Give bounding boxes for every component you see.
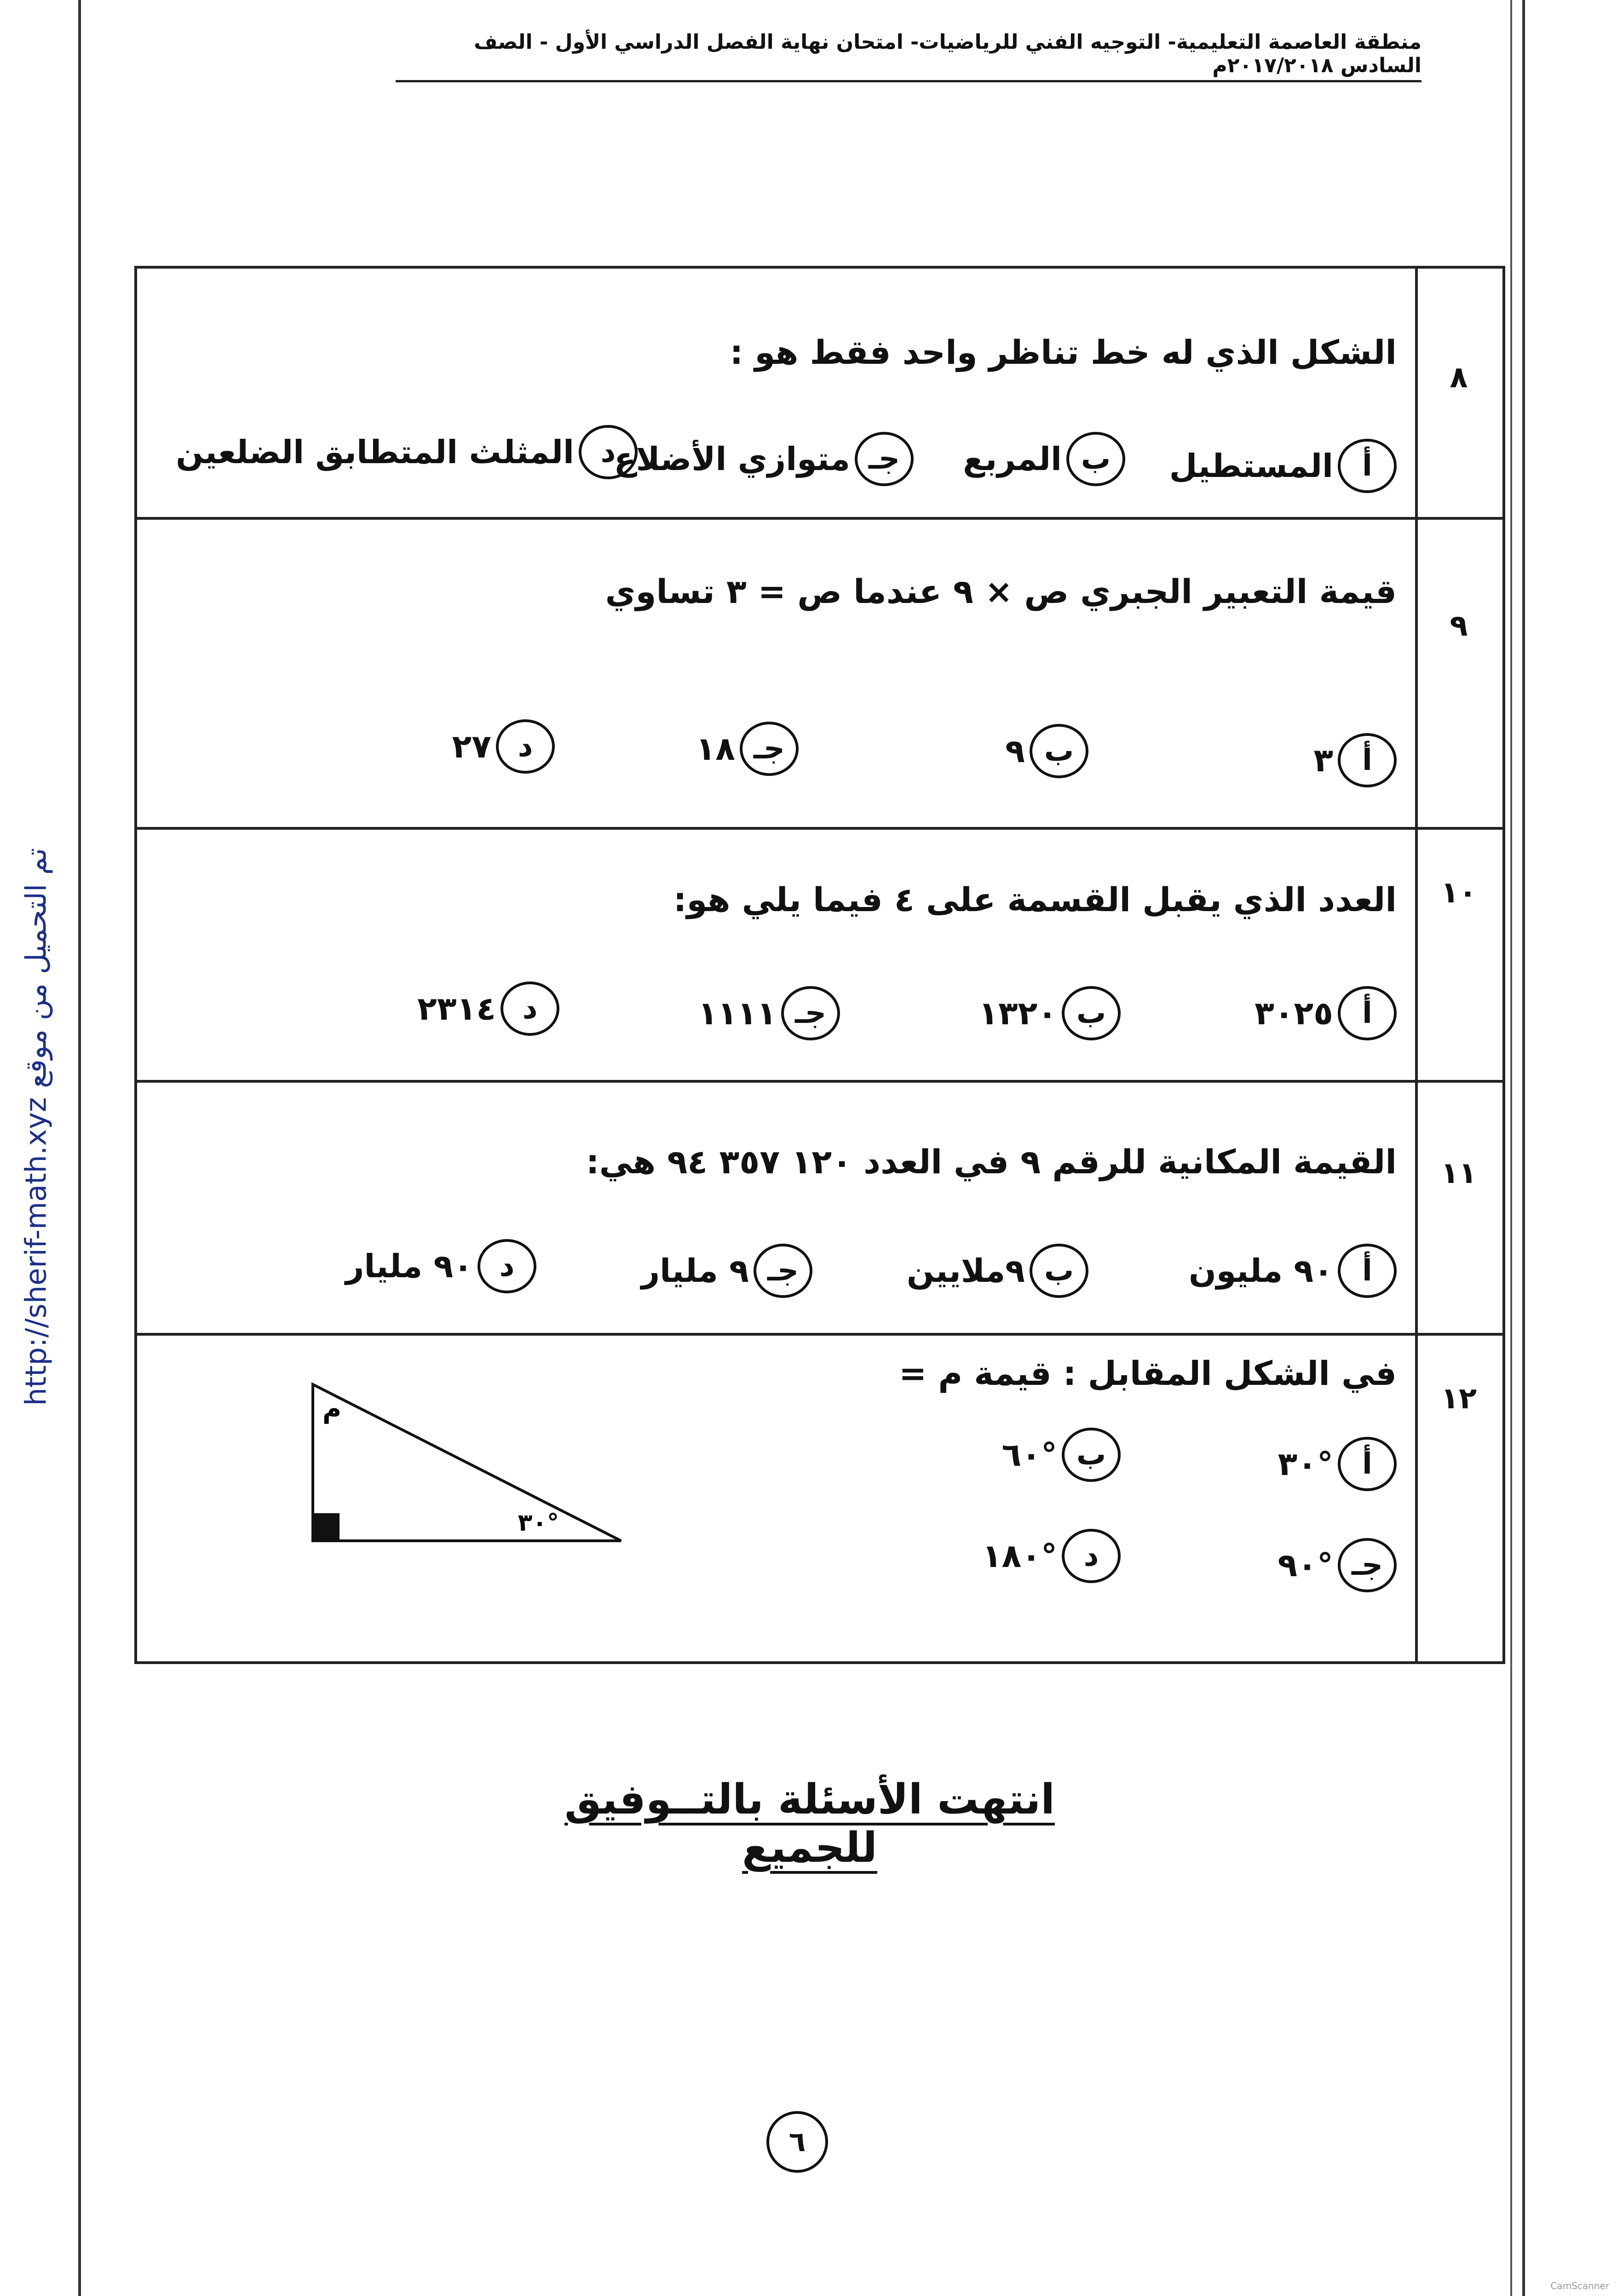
question-number: ١٠ <box>1440 876 1477 910</box>
triangle-shape <box>313 1384 621 1541</box>
right-triangle-figure <box>170 1329 630 1559</box>
download-source-text: تم التحميل من موقع http://sherif-math.xyz <box>19 848 53 1406</box>
option-letter: د <box>579 425 638 479</box>
option-d[interactable] <box>176 425 638 479</box>
option-text: ٩ملايين <box>906 1252 1025 1290</box>
option-letter: د <box>1062 1529 1121 1583</box>
option-a[interactable] <box>1169 439 1397 493</box>
question-number-column <box>1415 269 1502 1661</box>
triangle-svg <box>170 1329 630 1559</box>
option-letter: ب <box>1066 432 1125 486</box>
option-letter: ب <box>1062 1428 1121 1482</box>
question-text: العدد الذي يقبل القسمة على ٤ فيما يلي هو: <box>673 880 1397 919</box>
option-text: ٢٧ <box>452 728 491 765</box>
option-letter: ب <box>1030 1244 1088 1298</box>
option-text: ٣٠٢٥ <box>1255 994 1333 1032</box>
option-letter: أ <box>1338 1437 1397 1491</box>
download-source-sidebar <box>4 814 68 1440</box>
option-a[interactable] <box>1189 1244 1397 1298</box>
option-text: °١٨٠ <box>982 1537 1057 1575</box>
option-text: ٩٠ مليون <box>1189 1252 1333 1290</box>
option-b[interactable] <box>907 1244 1088 1298</box>
option-text: ١٨ <box>696 730 735 768</box>
row-divider <box>137 827 1502 830</box>
closing-message: انتهت الأسئلة بالتــوفيق للجميع <box>564 1775 1055 1872</box>
option-b[interactable] <box>963 432 1125 486</box>
question-number: ٩ <box>1450 609 1468 643</box>
option-b[interactable] <box>978 986 1121 1040</box>
option-text: المثلث المتطابق الضلعين <box>176 433 574 471</box>
option-c[interactable] <box>696 722 799 776</box>
option-text: المربع <box>963 440 1062 478</box>
option-letter: أ <box>1338 986 1397 1040</box>
option-text: المستطيل <box>1169 447 1333 485</box>
angle-30-label: °٣٠ <box>518 1509 559 1537</box>
option-letter: جـ <box>855 432 914 486</box>
option-text: ٣ <box>1313 741 1333 779</box>
option-letter: د <box>501 982 559 1036</box>
option-text: ١١١١ <box>698 994 777 1032</box>
option-d[interactable] <box>982 1529 1121 1583</box>
row-divider <box>137 517 1502 520</box>
option-d[interactable] <box>452 719 555 774</box>
option-text: ٩ مليار <box>641 1252 749 1290</box>
exam-header: منطقة العاصمة التعليمية- التوجيه الفني للرياضيات- امتحان نهاية الفصل الدراسي الأول - الصف السادس ٢٠١٧/٢٠١٨م <box>396 30 1422 82</box>
option-a[interactable] <box>1278 1437 1397 1491</box>
question-text: في الشكل المقابل : قيمة م = <box>898 1354 1397 1393</box>
option-text: ١٣٢٠ <box>978 994 1057 1032</box>
option-letter: جـ <box>781 986 840 1040</box>
option-letter: ب <box>1062 986 1121 1040</box>
option-b[interactable] <box>1005 724 1088 778</box>
option-text: ٩ <box>1005 732 1025 770</box>
option-d[interactable] <box>417 982 559 1036</box>
option-letter: د <box>496 719 555 774</box>
option-letter: أ <box>1338 1244 1397 1298</box>
option-c[interactable] <box>641 1244 812 1298</box>
option-c[interactable] <box>698 986 840 1040</box>
question-text: قيمة التعبير الجبري ص × ٩ عندما ص = ٣ تساوي <box>605 572 1397 611</box>
option-text: °٣٠ <box>1278 1445 1333 1483</box>
option-text: °٩٠ <box>1278 1546 1333 1584</box>
option-text: متوازي الأضلاع <box>614 440 850 478</box>
option-text: ٢٣١٤ <box>417 990 496 1027</box>
option-c[interactable] <box>614 432 914 486</box>
question-number: ١١ <box>1440 1156 1477 1190</box>
option-letter: جـ <box>740 722 799 776</box>
option-letter: أ <box>1338 439 1397 493</box>
option-letter: ب <box>1030 724 1088 778</box>
question-number: ١٢ <box>1440 1382 1477 1416</box>
angle-m-label: م <box>322 1394 341 1424</box>
option-a[interactable] <box>1255 986 1397 1040</box>
question-text: الشكل الذي له خط تناظر واحد فقط هو : <box>730 333 1397 372</box>
row-divider <box>137 1080 1502 1083</box>
question-number: ٨ <box>1450 361 1468 395</box>
scanner-stamp: CamScanner <box>1550 2280 1609 2291</box>
option-text: ٩٠ مليار <box>345 1247 473 1285</box>
option-letter: جـ <box>1338 1538 1397 1592</box>
option-b[interactable] <box>1002 1428 1121 1482</box>
option-text: °٦٠ <box>1001 1436 1057 1474</box>
option-letter: د <box>478 1239 536 1293</box>
right-angle-marker <box>313 1513 340 1541</box>
question-text: القيمة المكانية للرقم ٩ في العدد ١٢٠ ٣٥٧ ٩٤ هي: <box>586 1142 1397 1181</box>
option-d[interactable] <box>345 1239 536 1293</box>
option-letter: أ <box>1338 733 1397 787</box>
option-a[interactable] <box>1313 733 1397 787</box>
page-number: ٦ <box>766 2111 828 2173</box>
option-c[interactable] <box>1278 1538 1397 1592</box>
option-letter: جـ <box>754 1244 812 1298</box>
